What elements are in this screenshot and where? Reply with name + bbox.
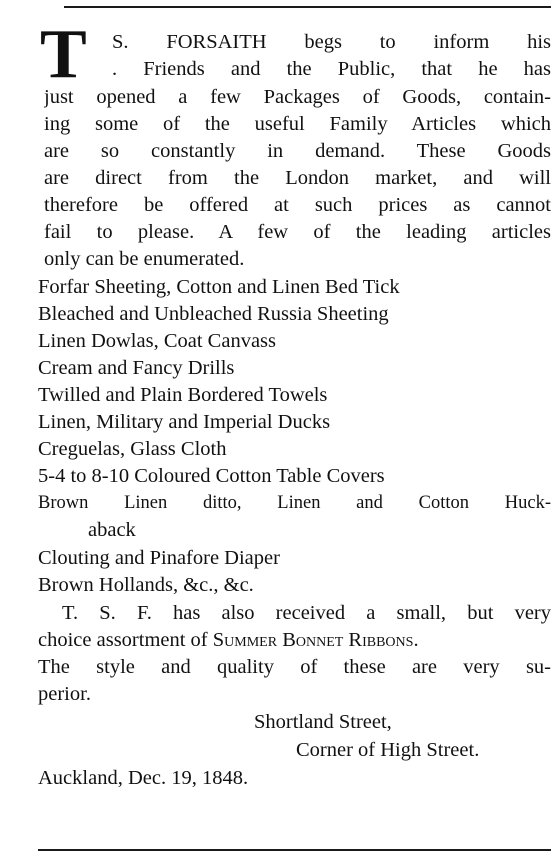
dateline: Auckland, Dec. 19, 1848. [38, 767, 249, 789]
list-item: Creguelas, Glass Cloth [38, 438, 227, 460]
list-item: Bleached and Unbleached Russia Sheeting [38, 303, 389, 325]
closing-line-2 [38, 628, 419, 653]
list-item: 5-4 to 8-10 Coloured Cotton Table Covers [38, 465, 385, 487]
list-item: Brown Linen ditto, Linen and Cotton Huck- [38, 493, 551, 513]
intro-line-2: . Friends and the Public, that he has [112, 58, 551, 80]
list-item-continuation: aback [88, 519, 136, 541]
list-item: Clouting and Pinafore Diaper [38, 547, 280, 569]
list-item: Cream and Fancy Drills [38, 357, 235, 379]
closing-line-4: perior. [38, 683, 91, 705]
closing-line-3: The style and quality of these are very su- [38, 656, 551, 678]
list-item: Brown Hollands, &c., &c. [38, 574, 254, 596]
intro-line-6: are direct from the London market, and will [44, 167, 551, 189]
closing-text: choice assortment of [38, 629, 213, 651]
list-item: Twilled and Plain Bordered Towels [38, 384, 328, 406]
intro-line-3: just opened a few Packages of Goods, contain- [44, 86, 551, 108]
intro-line-7: therefore be offered at such prices as cannot [44, 194, 551, 216]
list-item: Linen, Military and Imperial Ducks [38, 411, 331, 433]
list-item: Forfar Sheeting, Cotton and Linen Bed Tick [38, 276, 400, 298]
intro-line-1: S. FORSAITH begs to inform his [112, 31, 551, 53]
intro-line-9: only can be enumerated. [44, 248, 245, 270]
closing-line-1: T. S. F. has also received a small, but very [62, 602, 551, 624]
list-item: Linen Dowlas, Coat Canvass [38, 330, 276, 352]
intro-line-8: fail to please. A few of the leading articles [44, 221, 551, 243]
ribbons-emphasis: Summer Bonnet Ribbons. [212, 629, 419, 651]
intro-line-5: are so constantly in demand. These Goods [44, 140, 551, 162]
bottom-rule [38, 849, 551, 851]
top-rule [64, 6, 551, 8]
drop-cap: T [40, 16, 87, 93]
address-corner: Corner of High Street. [296, 739, 480, 761]
address-street: Shortland Street, [254, 711, 392, 733]
intro-line-4: ing some of the useful Family Articles which [44, 113, 551, 135]
